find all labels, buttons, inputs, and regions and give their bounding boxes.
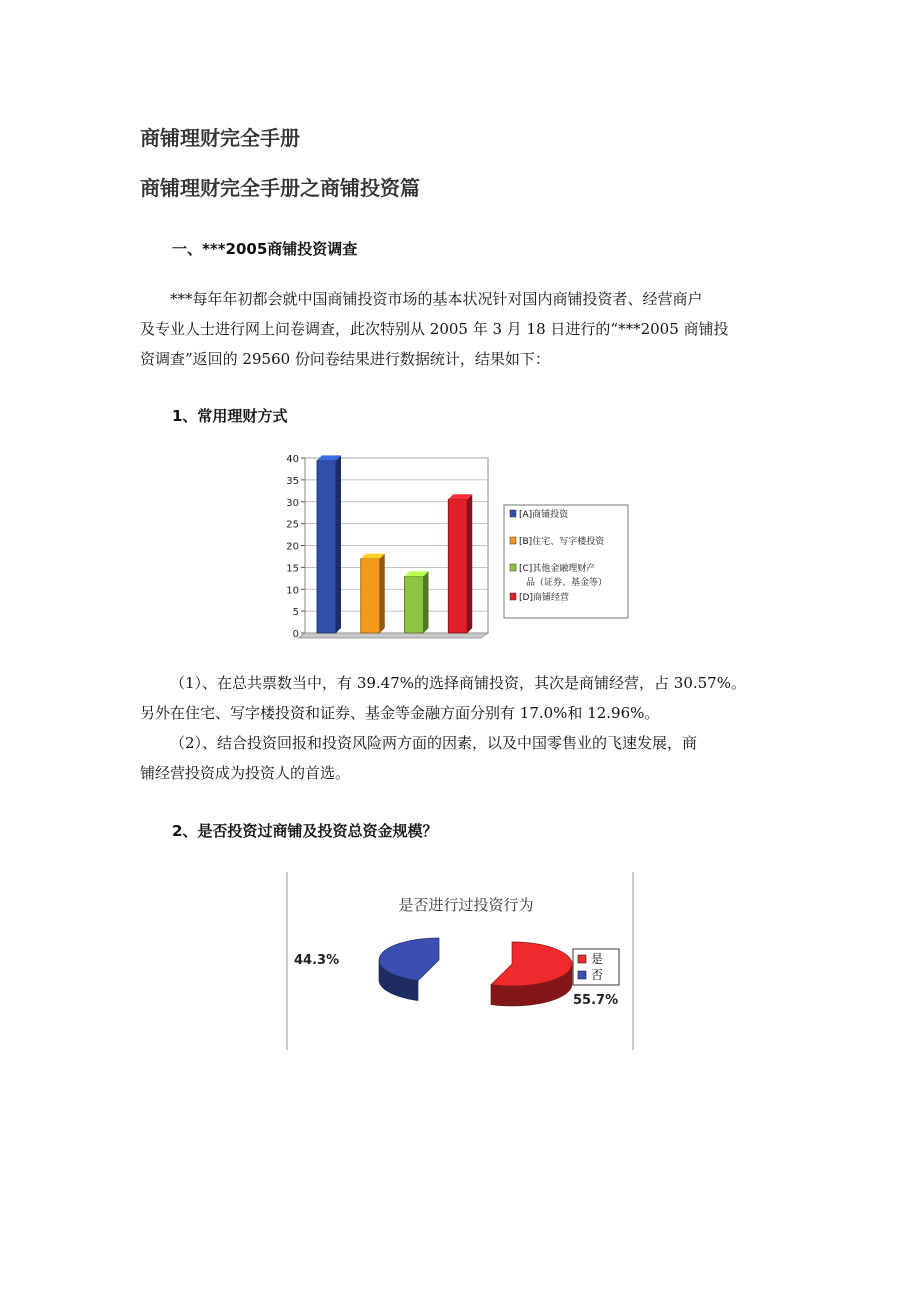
note-line: （2）、结合投资回报和投资风险两方面的因素，以及中国零售业的飞速发展，商 <box>170 734 698 752</box>
legend-swatch <box>510 593 516 600</box>
bar-side <box>467 494 472 633</box>
y-tick-label: 40 <box>286 454 299 465</box>
pie-chart <box>286 872 636 1052</box>
note-line: 铺经营投资成为投资人的首选。 <box>140 764 351 782</box>
y-tick-label: 15 <box>286 563 299 575</box>
legend-label: [C]其他金融理财产 <box>519 564 596 574</box>
y-tick-label: 20 <box>286 541 299 553</box>
bar-chart <box>283 452 633 647</box>
pie-legend-label: 否 <box>591 968 604 982</box>
pie-label-no: 44.3% <box>294 953 340 968</box>
bar-side <box>380 554 385 633</box>
chart-floor <box>298 633 488 638</box>
sub1-heading: 1、常用理财方式 <box>172 407 288 425</box>
note-line: 另外在住宅、写字楼投资和证券、基金等金融方面分别有 17.0%和 12.96%。 <box>140 704 660 722</box>
bar-side <box>424 571 429 633</box>
legend-label: [A]商铺投资 <box>519 510 569 520</box>
legend-label: [B]住宅、写字楼投资 <box>519 537 605 547</box>
pie-legend-swatch <box>578 971 586 979</box>
legend-label: [D]商铺经营 <box>519 593 569 603</box>
section1-heading: 一、***2005商铺投资调查 <box>172 240 358 258</box>
y-tick-label: 0 <box>292 629 299 640</box>
pie-title: 是否进行过投资行为 <box>398 896 534 914</box>
bar <box>361 559 380 633</box>
y-tick-label: 35 <box>286 475 299 487</box>
bar <box>317 460 336 633</box>
pie-legend-swatch <box>578 955 586 963</box>
doc-title: 商铺理财完全手册 <box>140 126 300 150</box>
notes-paragraph <box>140 668 820 788</box>
legend-swatch <box>510 564 516 571</box>
legend-swatch <box>510 510 516 517</box>
intro-line: 及专业人士进行网上问卷调查，此次特别从 2005 年 3 月 18 日进行的“***2005 商铺投 <box>140 320 729 338</box>
y-tick-label: 30 <box>286 497 299 509</box>
intro-line: 资调查”返回的 29560 份问卷结果进行数据统计，结果如下： <box>140 350 550 368</box>
y-tick-label: 10 <box>286 585 299 597</box>
y-tick-label: 25 <box>286 519 299 531</box>
intro-line: ***每年年初都会就中国商铺投资市场的基本状况针对国内商铺投资者、经营商户 <box>170 290 703 308</box>
legend-swatch <box>510 537 516 544</box>
sub2-heading: 2、是否投资过商铺及投资总资金规模？ <box>172 822 438 840</box>
bar-side <box>336 455 341 633</box>
bar <box>448 499 467 633</box>
note-line: （1）、在总共票数当中，有 39.47%的选择商铺投资，其次是商铺经营，占 30.57%。 <box>170 674 746 692</box>
bar <box>405 576 424 633</box>
pie-label-yes: 55.7% <box>573 993 619 1008</box>
pie-legend-label: 是 <box>591 952 604 966</box>
y-tick-label: 5 <box>292 607 299 619</box>
intro-paragraph <box>140 284 800 374</box>
legend-label: 品（证券、基金等） <box>526 578 608 588</box>
doc-subtitle: 商铺理财完全手册之商铺投资篇 <box>140 176 420 200</box>
